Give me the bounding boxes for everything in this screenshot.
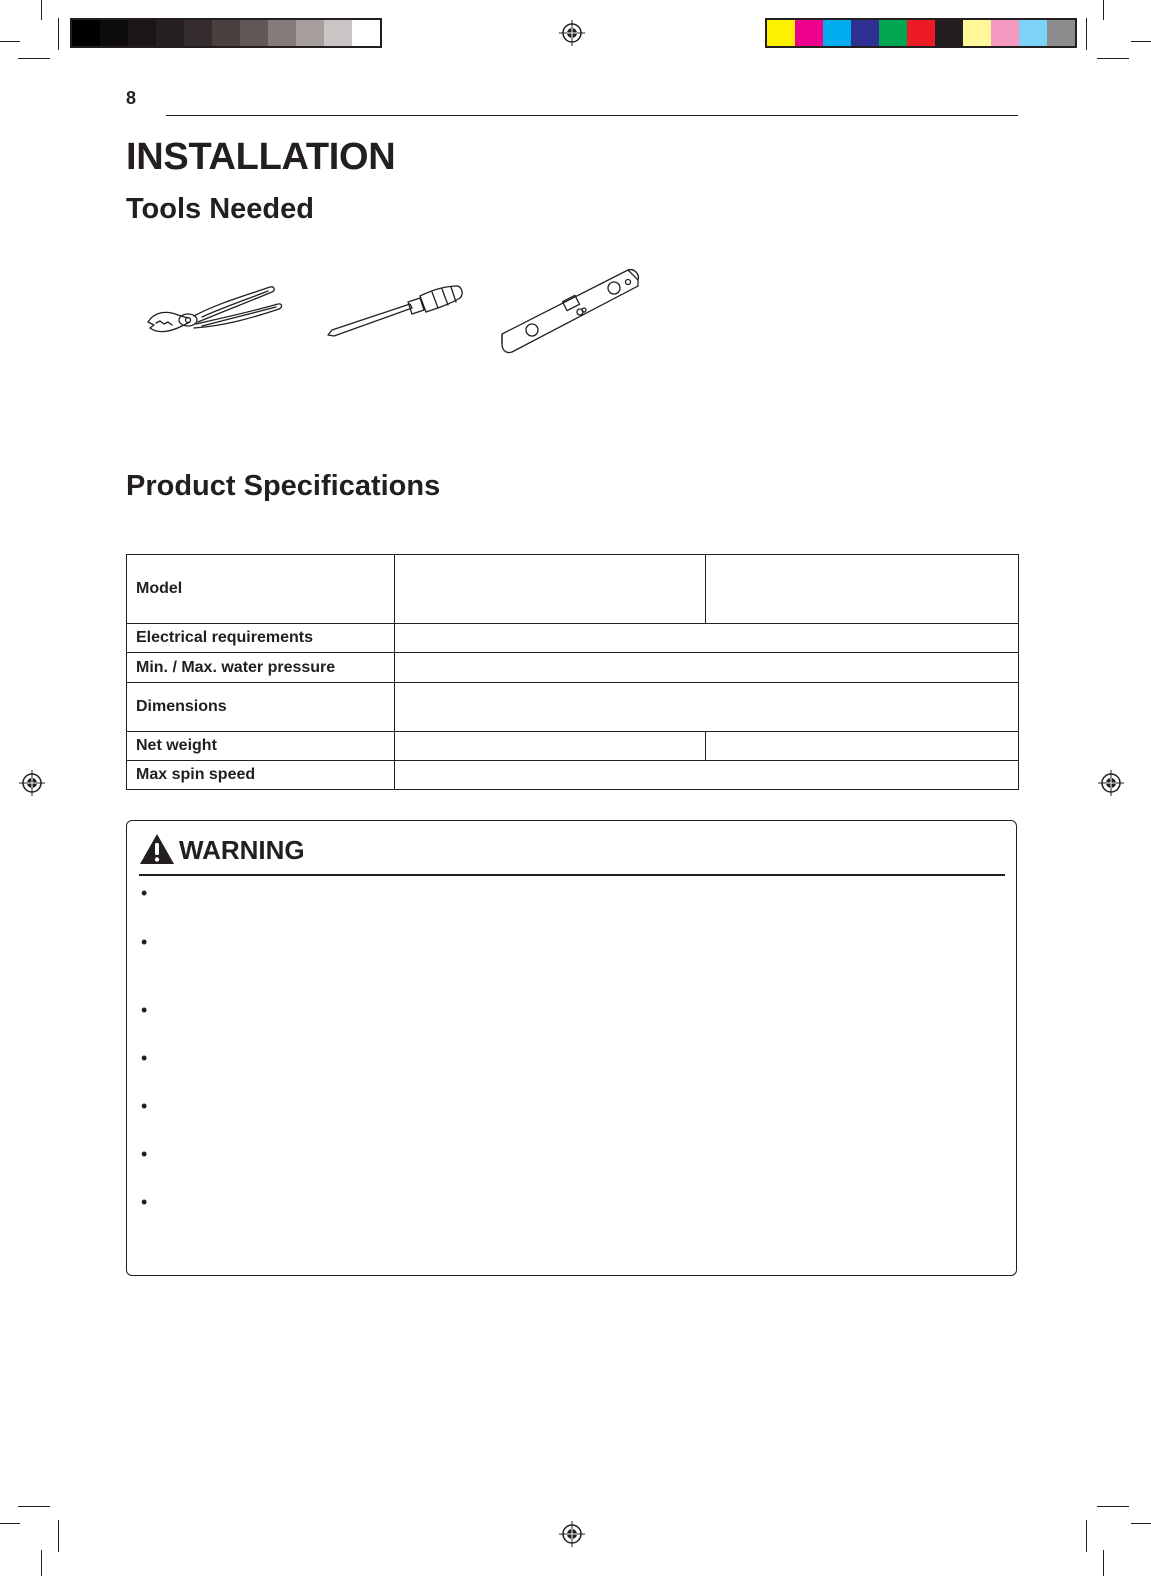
spec-value [395,761,1019,790]
screwdriver-icon [324,280,464,342]
table-row [127,653,1019,683]
color-swatch [879,20,907,46]
color-swatch [823,20,851,46]
color-swatch [1019,20,1047,46]
grayscale-color-bar [70,18,382,48]
color-swatch [156,20,184,46]
spec-label: Net weight [127,732,395,761]
table-row [127,683,1019,732]
color-swatch [184,20,212,46]
color-swatch [935,20,963,46]
spec-value [395,653,1019,683]
registration-mark-icon [1098,770,1124,796]
color-swatch [240,20,268,46]
color-swatch [907,20,935,46]
color-swatch [851,20,879,46]
spec-value [395,732,706,761]
registration-mark-icon [19,770,45,796]
section-title: INSTALLATION [126,136,396,178]
warning-header [139,833,1005,876]
table-row [127,761,1019,790]
warning-bullet: • [141,883,148,903]
warning-bullet: • [141,1144,148,1164]
spec-value [395,683,1019,732]
color-swatch [128,20,156,46]
color-swatch [212,20,240,46]
registration-mark-icon [559,1521,585,1547]
warning-box [126,820,1017,1276]
spec-label: Min. / Max. water pressure [127,653,395,683]
spec-value [706,555,1019,624]
color-swatch [767,20,795,46]
warning-bullet: • [141,1000,148,1020]
spec-value [395,624,1019,653]
pliers-icon [144,282,286,340]
warning-bullet: • [141,1192,148,1212]
table-row [127,624,1019,653]
tools-needed-heading: Tools Needed [126,193,314,225]
spec-label: Model [127,555,395,624]
color-swatch [795,20,823,46]
warning-bullet: • [141,1048,148,1068]
spec-label: Electrical requirements [127,624,395,653]
registration-mark-icon [559,20,585,46]
color-swatch [991,20,1019,46]
warning-bullet: • [141,1096,148,1116]
spec-label: Max spin speed [127,761,395,790]
table-row [127,732,1019,761]
color-swatch [100,20,128,46]
color-swatch [72,20,100,46]
color-swatch [352,20,380,46]
header-rule [166,115,1018,116]
color-swatch [324,20,352,46]
warning-triangle-icon [139,833,175,865]
level-icon [498,264,642,358]
spec-label: Dimensions [127,683,395,732]
page-number: 8 [126,88,137,108]
color-swatch [963,20,991,46]
color-swatch [1047,20,1075,46]
product-specifications-heading: Product Specifications [126,470,441,502]
spec-table [126,554,1019,790]
spec-value [706,732,1019,761]
cmyk-color-bar [765,18,1077,48]
table-row [127,555,1019,624]
color-swatch [268,20,296,46]
color-swatch [296,20,324,46]
spec-value [395,555,706,624]
warning-title: WARNING [179,835,305,865]
warning-bullet: • [141,932,148,952]
